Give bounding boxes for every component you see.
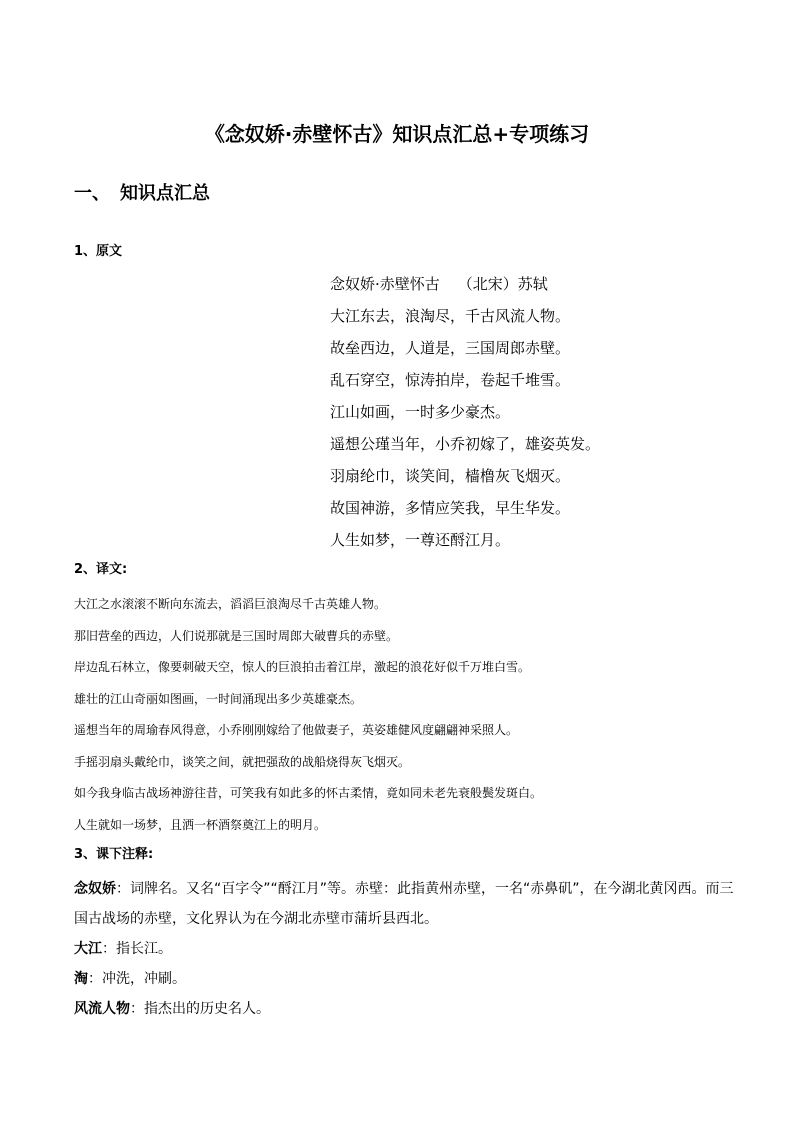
poem-heading [330,268,600,300]
note-text: ：词牌名。又名“百字令”“酹江月”等。赤壁：此指黄州赤壁，一名“赤鼻矶”，在今湖北黄冈西。而三国古战场的赤壁，文化界认为在今湖北赤壁市蒲圻县西北。 [74,881,734,927]
poem-line: 大江东去，浪淘尽，千古风流人物。 [330,307,571,325]
poem-block [330,268,600,556]
poem-line: 江山如画，一时多少豪杰。 [330,403,511,421]
note-item [74,874,734,934]
poem-line: 人生如梦，一尊还酹江月。 [330,531,511,549]
document-title: 《念奴娇·赤壁怀古》知识点汇总+专项练习 [204,122,590,146]
section-heading-knowledge [74,181,210,207]
note-item [74,934,734,964]
translation-block [74,589,542,841]
note-term: 风流人物 [74,1001,130,1017]
translation-line: 如今我身临古战场神游往昔，可笑我有如此多的怀古柔情，竟如同未老先衰般鬓发斑白。 [74,786,543,800]
poem-line: 乱石穿空，惊涛拍岸，卷起千堆雪。 [330,371,571,389]
poem-line: 故国神游，多情应笑我，早生华发。 [330,499,571,517]
subheading-original-text: 1、原文 [74,244,123,259]
notes-block [74,874,734,1024]
poem-title: 念奴娇·赤壁怀古 [330,275,440,293]
subheading-notes: 3、课下注释: [74,847,154,862]
note-item [74,994,734,1024]
note-text: ：指杰出的历史名人。 [130,1001,270,1017]
poem-line: 故垒西边，人道是，三国周郎赤壁。 [330,339,571,357]
translation-line: 那旧营垒的西边，人们说那就是三国时周郎大破曹兵的赤壁。 [74,628,399,643]
poem-line: 羽扇纶巾，谈笑间，樯橹灰飞烟灭。 [330,467,571,485]
translation-line: 手摇羽扇头戴纶巾，谈笑之间，就把强敌的战船烧得灰飞烟灭。 [74,754,411,769]
note-term: 念奴娇 [74,881,116,897]
translation-line: 人生就如一场梦，且洒一杯酒祭奠江上的明月。 [74,817,327,832]
translation-line: 大江之水滚滚不断向东流去，滔滔巨浪淘尽千古英雄人物。 [74,597,387,611]
note-text: ：指长江。 [102,941,172,957]
section-number: 一、 [74,183,110,204]
note-text: ：冲洗，冲刷。 [88,971,186,987]
note-term: 大江 [74,941,102,957]
section-label: 知识点汇总 [120,183,210,204]
note-item [74,964,734,994]
poem-line: 遥想公瑾当年，小乔初嫁了，雄姿英发。 [330,435,601,453]
subheading-translation: 2、译文: [74,562,128,577]
translation-line: 遥想当年的周瑜春风得意，小乔刚刚嫁给了他做妻子，英姿雄健风度翩翩神采照人。 [74,723,519,737]
poem-author: （北宋）苏轼 [457,275,548,293]
note-term: 淘 [74,971,88,987]
translation-line: 岸边乱石林立，像要刺破天空，惊人的巨浪拍击着江岸，激起的浪花好似千万堆白雪。 [74,660,531,674]
translation-line: 雄壮的江山奇丽如图画，一时间涌现出多少英雄豪杰。 [74,691,363,706]
